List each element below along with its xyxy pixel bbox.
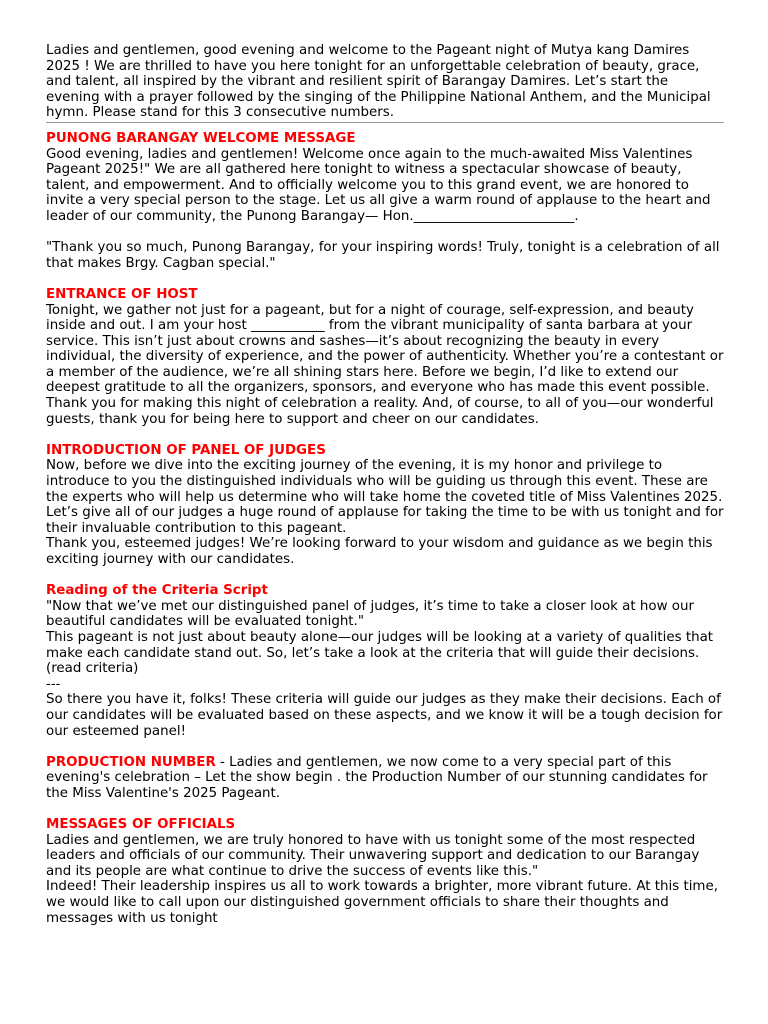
judges-paragraph-3: Thank you, esteemed judges! We’re looking forward to your wisdom and guidance as we begin this exciting journey with our candidates.: [46, 536, 713, 567]
production-body: - Ladies and gentlemen, we now come to a very special part of this evening's celebration – Let the show begin . the Production Number of our stunning candidates for the Miss Valentine's 2025 Pageant.: [46, 754, 708, 801]
production-paragraph: [46, 755, 724, 802]
host-paragraph: Tonight, we gather not just for a pageant, but for a night of courage, self-expression, and beauty inside and out. I am your host ___________ from the vibrant municipality of santa barbara at your service. This isn’t just about crowns and sashes—it’s about recognizing the beauty in every individual, the diversity of experience, and the power of authenticity. Whether you’re a contestant or a member of the audience, we’re all shining stars here. Before we begin, I’d like to extend our deepest gratitude to all the organizers, sponsors, and everyone who has made this event possible. Thank you for making this night of celebration a reality. And, of course, to all of you—our wonderful guests, thank you for being here to support and cheer on our candidates.: [46, 302, 724, 427]
criteria-separator: ---: [46, 676, 61, 692]
officials-heading: MESSAGES OF OFFICIALS: [46, 817, 236, 833]
judges-paragraph-2: Let’s give all of our judges a huge round of applause for taking the time to be with us tonight and for their invaluable contribution to this pageant.: [46, 505, 724, 536]
welcome-paragraph: Good evening, ladies and gentlemen! Welcome once again to the much-awaited Miss Valentines Pageant 2025!" We are all gathered here tonight to witness a spectacular showcase of beauty, talent, and empowerment. And to officially welcome you to this grand event, we are honored to invite a very special person to the stage. Let us all give a warm round of applause to the heart and leader of our community, the Punong Barangay— Hon.________________________.: [46, 146, 711, 224]
judges-paragraph-1: Now, before we dive into the exciting journey of the evening, it is my honor and privilege to introduce to you the distinguished individuals who will be guiding us through this event. These are the experts who will help us determine who will take home the coveted title of Miss Valentines 2025.: [46, 458, 723, 505]
document-page: [46, 43, 724, 926]
officials-paragraph-2: Indeed! Their leadership inspires us all to work towards a brighter, more vibrant future. At this time, we would like to call upon our distinguished government officials to share their thoughts and messages with us tonight: [46, 879, 718, 926]
welcome-heading: PUNONG BARANGAY WELCOME MESSAGE: [46, 130, 356, 146]
judges-heading: INTRODUCTION OF PANEL OF JUDGES: [46, 442, 326, 458]
section-divider: [46, 122, 724, 123]
criteria-paragraph-2: This pageant is not just about beauty alone—our judges will be looking at a variety of qualities that make each candidate stand out. So, let’s take a look at the criteria that will guide their decisions. (read criteria): [46, 629, 714, 677]
intro-paragraph: Ladies and gentlemen, good evening and welcome to the Pageant night of Mutya kang Damires 2025 ! We are thrilled to have you here tonight for an unforgettable celebration of beauty, grace, and talent, all inspired by the vibrant and resilient spirit of Barangay Damires. Let’s start the evening with a prayer followed by the singing of the Philippine National Anthem, and the Municipal hymn. Please stand for this 3 consecutive numbers.: [46, 43, 711, 121]
officials-paragraph-1: Ladies and gentlemen, we are truly honored to have with us tonight some of the most respected leaders and officials of our community. Their unwavering support and dedication to our Barangay and its people are what continue to drive the success of events like this.": [46, 832, 700, 879]
production-heading: PRODUCTION NUMBER: [46, 754, 216, 770]
welcome-thanks-paragraph: "Thank you so much, Punong Barangay, for your inspiring words! Truly, tonight is a celebration of all that makes Brgy. Cagban special.": [46, 240, 720, 271]
criteria-paragraph-1: "Now that we’ve met our distinguished panel of judges, it’s time to take a closer look at how our beautiful candidates will be evaluated tonight.": [46, 598, 694, 630]
host-heading: ENTRANCE OF HOST: [46, 286, 198, 302]
criteria-paragraph-3: So there you have it, folks! These criteria will guide our judges as they make their decisions. Each of our candidates will be evaluated based on these aspects, and we know it will be a tough decision for our esteemed panel!: [46, 692, 723, 739]
criteria-heading: Reading of the Criteria Script: [46, 583, 268, 599]
